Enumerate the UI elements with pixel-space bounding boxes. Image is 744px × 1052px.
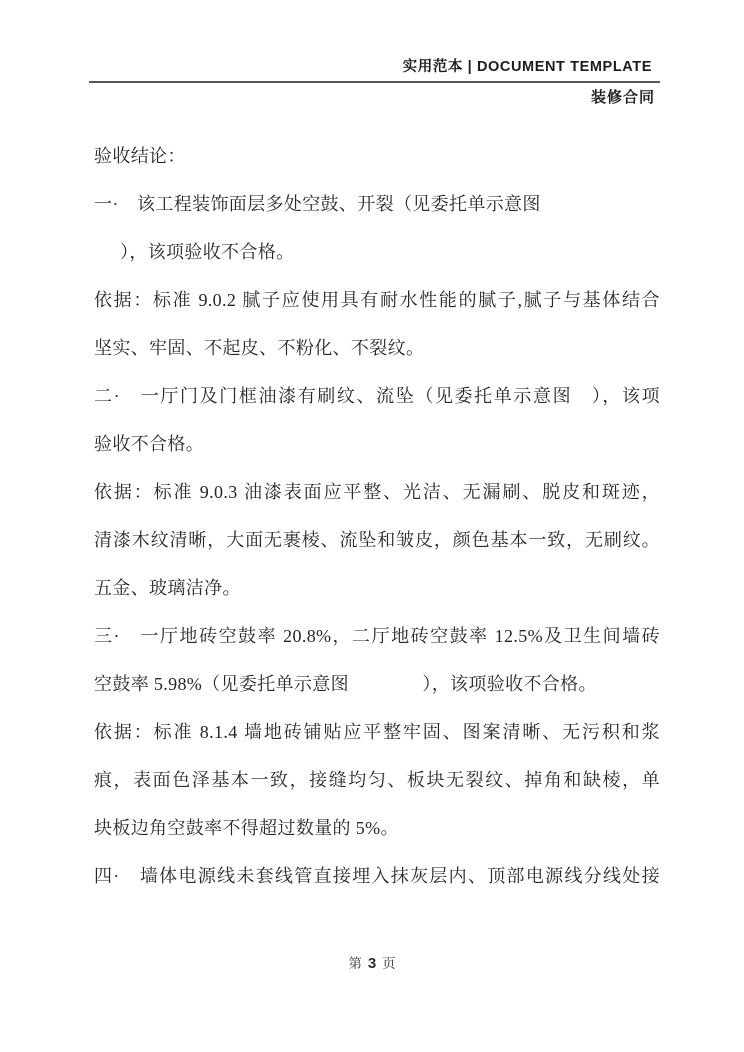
section-title: 验收结论： [94, 146, 186, 166]
footer-prefix: 第 [348, 956, 362, 971]
body-line: 痕，表面色泽基本一致，接缝均匀、板块无裂纹、掉角和缺棱，单 [94, 770, 660, 790]
page-number: 3 [367, 955, 377, 972]
body-line: 空鼓率 5.98%（见委托单示意图 ），该项验收不合格。 [94, 674, 597, 694]
body-line: 二· 一厅门及门框油漆有刷纹、流坠（见委托单示意图 ），该项 [94, 386, 660, 406]
page-footer [0, 952, 744, 972]
body-line: 三· 一厅地砖空鼓率 20.8%，二厅地砖空鼓率 12.5%及卫生间墙砖 [94, 626, 660, 646]
body-line: 依据：标准 8.1.4 墙地砖铺贴应平整牢固、图案清晰、无污积和浆 [94, 722, 660, 742]
body-line: 四· 墙体电源线未套线管直接埋入抹灰层内、顶部电源线分线处接 [94, 866, 660, 886]
body-line: 一· 该工程装饰面层多处空鼓、开裂（见委托单示意图 [94, 194, 541, 214]
body-line: 块板边角空鼓率不得超过数量的 5%。 [94, 818, 399, 838]
body-line: 验收不合格。 [94, 434, 205, 454]
footer-suffix: 页 [382, 956, 396, 971]
doc-category-title: 装修合同 [590, 89, 655, 106]
body-line: 坚实、牢固、不起皮、不粉化、不裂纹。 [94, 338, 425, 358]
header-rule [89, 81, 660, 83]
body-line: ），该项验收不合格。 [120, 242, 295, 262]
body-line: 五金、玻璃洁净。 [94, 578, 241, 598]
body-line: 依据：标准 9.0.3 油漆表面应平整、光洁、无漏刷、脱皮和斑迹， [94, 482, 660, 502]
header-brand: 实用范本 | DOCUMENT TEMPLATE [402, 59, 652, 75]
document-body [94, 132, 660, 900]
body-line: 清漆木纹清晰，大面无裹棱、流坠和皱皮，颜色基本一致，无刷纹。 [94, 530, 660, 550]
body-line: 依据：标准 9.0.2 腻子应使用具有耐水性能的腻子,腻子与基体结合 [94, 290, 660, 310]
